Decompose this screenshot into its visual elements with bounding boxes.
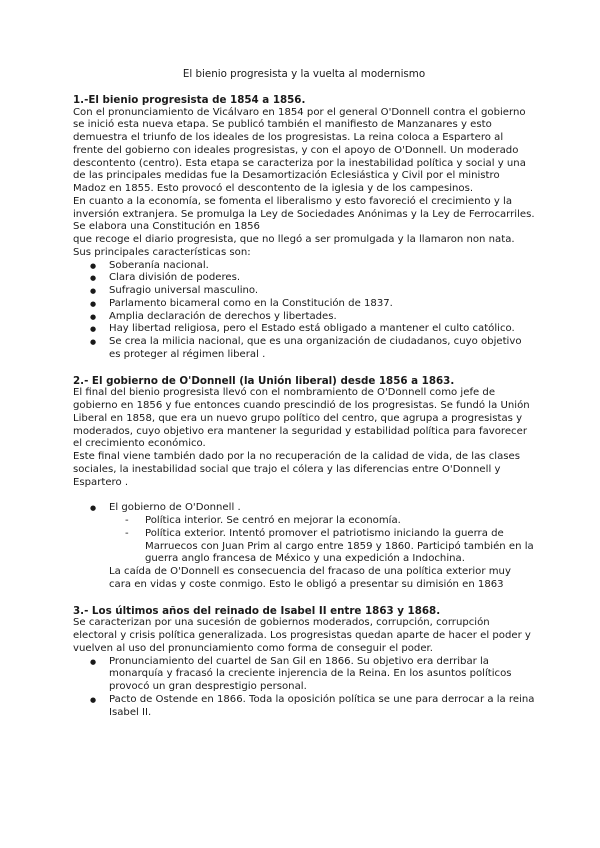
section-3-paragraph: Se caracterizan por una sucesión de gobiernos moderados, corrupción, corrupción electoral y crisis política generalizada. Los progresistas quedan aparte de hacer el poder y vuelven al uso del pronunciamiento como forma de conseguir el poder. xyxy=(73,617,531,654)
document-body xyxy=(73,68,535,719)
spacer xyxy=(73,592,535,605)
section-2-closing-paragraph: La caída de O'Donnell es consecuencia del fracaso de una política exterior muy cara en vidas y coste conmigo. Esto le obligó a presentar su dimisión en 1863 xyxy=(109,566,511,590)
section-3-bullet-list xyxy=(73,656,535,720)
section-2-bullet-list xyxy=(73,502,535,515)
list-item: ● Parlamento bicameral como en la Constitución de 1837. xyxy=(73,298,535,311)
list-item: - Política exterior. Intentó promover el patriotismo iniciando la guerra de Marruecos con Juan Prim al cargo entre 1859 y 1860. Participó también en la guerra anglo francesa de México y una expedición a Indochina. xyxy=(73,528,535,566)
section-1-heading: 1.-El bienio progresista de 1854 a 1856. xyxy=(73,93,306,106)
section-3-heading: 3.- Los últimos años del reinado de Isabel II entre 1863 y 1868. xyxy=(73,604,441,617)
section-1-paragraph: que recoge el diario progresista, que no llegó a ser promulgada y la llamaron non nata. Sus principales características son: xyxy=(73,234,515,258)
list-item: ● Pacto de Ostende en 1866. Toda la oposición política se une para derrocar a la reina Isabel II. xyxy=(73,694,535,720)
list-item: - Política interior. Se centró en mejorar la economía. xyxy=(73,515,535,528)
section-2-heading: 2.- El gobierno de O'Donnell (la Unión liberal) desde 1856 a 1863. xyxy=(73,374,455,387)
document-title: El bienio progresista y la vuelta al modernismo xyxy=(182,68,426,80)
list-item: ● Sufragio universal masculino. xyxy=(73,285,535,298)
spacer xyxy=(73,362,535,375)
section-2-dash-list xyxy=(73,515,535,566)
section-1-paragraph: En cuanto a la economía, se fomenta el liberalismo y esto favoreció el crecimiento y la inversión extranjera. Se promulga la Ley de Sociedades Anónimas y la Ley de Ferrocarriles. xyxy=(73,195,535,220)
list-item: ● Soberanía nacional. xyxy=(73,260,535,273)
list-item: ● El gobierno de O'Donnell . xyxy=(73,502,535,515)
list-item: ● Amplia declaración de derechos y libertades. xyxy=(73,311,535,324)
list-item: ● Pronunciamiento del cuartel de San Gil en 1866. Su objetivo era derribar la monarquía y fracasó la creciente injerencia de la Reina. En los asuntos políticos provocó un gran desprestigio personal. xyxy=(73,656,535,694)
list-item: ● Se crea la milicia nacional, que es una organización de ciudadanos, cuyo objetivo es proteger al régimen liberal . xyxy=(73,336,535,362)
list-item: ● Clara división de poderes. xyxy=(73,272,535,285)
spacer xyxy=(73,489,535,502)
list-item: ● Hay libertad religiosa, pero el Estado está obligado a mantener el culto católico. xyxy=(73,323,535,336)
section-1-paragraph: Con el pronunciamiento de Vicálvaro en 1854 por el general O'Donnell contra el gobierno se inició esta nueva etapa. Se publicó también el manifiesto de Manzanares y esto demuestra el triunfo de los ideales de los progresistas. La reina coloca a Espartero al frente del gobierno con ideales progresistas, y con el apoyo de O'Donnell. Un moderado descontento (centro). Esta etapa se caracteriza por la inestabilidad política y social y una de las principales medidas fue la Desamortización Eclesiástica y Civil por el ministro Madoz en 1855. Esto provocó el descontento de la iglesia y de los campesinos. xyxy=(73,106,526,194)
section-2-paragraph: Este final viene también dado por la no recuperación de la calidad de vida, de las clases sociales, la inestabilidad social que trajo el cólera y las diferencias entre O'Donnell y Espartero . xyxy=(73,451,520,488)
section-1-paragraph: Se elabora una Constitución en 1856 xyxy=(73,221,260,233)
section-1-bullet-list xyxy=(73,260,535,362)
section-2-paragraph: El final del bienio progresista llevó con el nombramiento de O'Donnell como jefe de gobierno en 1856 y fue entonces cuando prescindió de los progresistas. Se fundó la Unión Liberal en 1858, que era un nuevo grupo político del centro, que agrupa a progresistas y moderados, cuyo objetivo era mantener la seguridad y estabilidad política para favorecer el crecimiento económico. xyxy=(73,387,530,450)
